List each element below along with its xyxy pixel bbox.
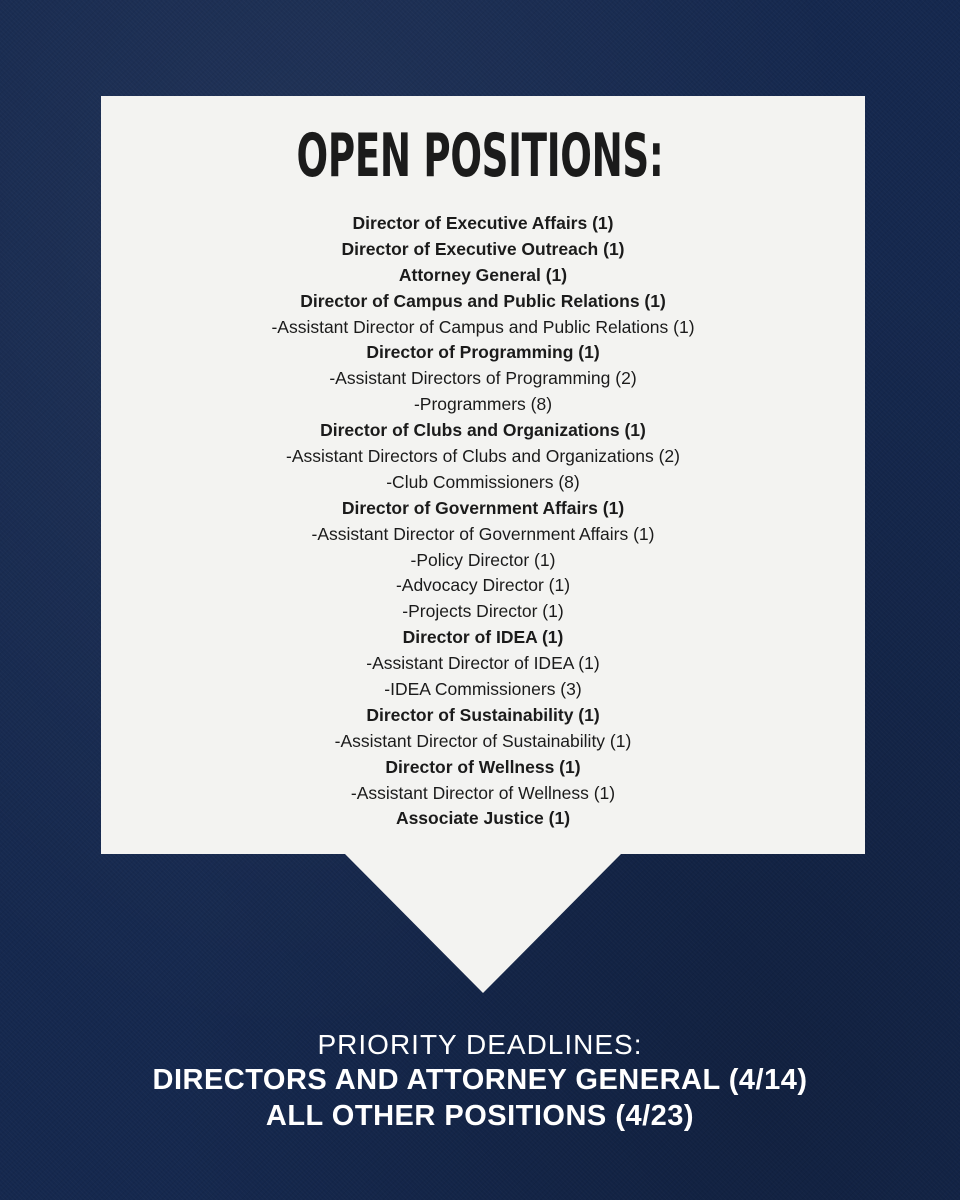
position-item-director: Associate Justice (1) <box>395 808 571 829</box>
position-item-sub: -Assistant Director of Campus and Public Relations (1) <box>271 316 695 337</box>
position-item-sub: -Assistant Directors of Programming (2) <box>329 368 637 389</box>
position-item-sub: -Projects Director (1) <box>402 601 564 622</box>
position-item-director: Attorney General (1) <box>398 264 568 285</box>
position-item-sub: -Club Commissioners (8) <box>386 471 580 492</box>
position-item-director: Director of Campus and Public Relations (1) <box>300 290 666 311</box>
position-item-sub: -Advocacy Director (1) <box>395 575 571 596</box>
priority-deadlines <box>0 1028 960 1134</box>
position-item-sub: -Policy Director (1) <box>410 549 556 570</box>
position-item-director: Director of Executive Affairs (1) <box>352 213 614 233</box>
position-item-sub: -Assistant Director of Government Affairs (1) <box>311 523 655 544</box>
position-item-director: Director of Government Affairs (1) <box>341 497 625 518</box>
position-item-director: Director of IDEA (1) <box>402 627 564 648</box>
position-item-director: Director of Wellness (1) <box>385 756 581 777</box>
position-item-sub: -Programmers (8) <box>413 394 553 415</box>
position-item-sub: -Assistant Director of Sustainability (1) <box>334 730 632 751</box>
position-item-sub: -Assistant Directors of Clubs and Organizations (2) <box>286 446 680 467</box>
deadline-directors: DIRECTORS AND ATTORNEY GENERAL (4/14) <box>152 1064 808 1096</box>
speech-bubble-pointer <box>344 853 622 993</box>
position-item-sub: -IDEA Commissioners (3) <box>384 679 582 700</box>
position-item-director: Director of Clubs and Organizations (1) <box>320 420 646 441</box>
positions-list <box>101 211 865 832</box>
deadlines-heading: PRIORITY DEADLINES: <box>317 1029 643 1060</box>
page-title: OPEN POSITIONS: <box>296 121 664 191</box>
position-item-director: Director of Sustainability (1) <box>366 704 600 725</box>
position-item-sub: -Assistant Director of Wellness (1) <box>350 782 616 803</box>
deadline-other-positions: ALL OTHER POSITIONS (4/23) <box>265 1100 695 1132</box>
position-item-director: Director of Programming (1) <box>366 342 600 363</box>
position-item-sub: -Assistant Director of IDEA (1) <box>366 653 600 674</box>
position-item-director: Director of Executive Outreach (1) <box>341 238 625 259</box>
